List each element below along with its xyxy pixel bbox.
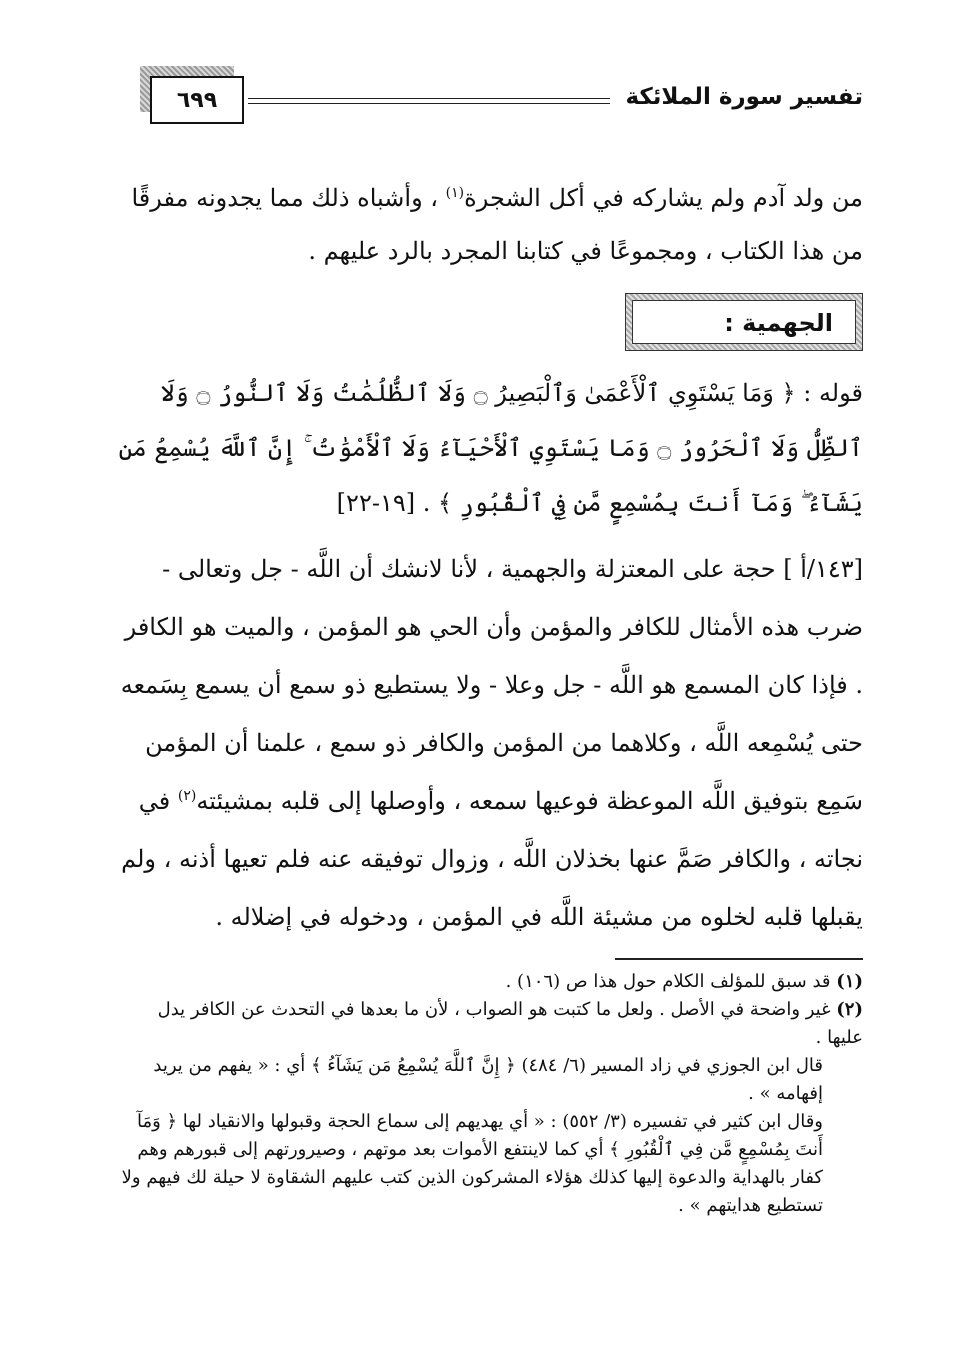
main-paragraph: [١٤٣/أ ] حجة على المعتزلة والجهمية ، لأنا لانشك أن اللَّه - جل وتعالى - ضرب هذه الأمثال للكافر والمؤمن وأن الحي هو المؤمن ، والميت هو الكافر . فإذا كان المسمع هو اللَّه - جل وعلا - ولا يستطيع ذو سمع أن يسمع بِسَمعه حتى يُسْمِعه اللَّه ، وكلاهما من المؤمن والكافر ذو سمع ، علمنا أن المؤمن سَمِع بتوفيق اللَّه الموعظة فوعيها سمعه ، وأوصلها إلى قلبه بمشيئته$^{(٢)}$ في نجاته ، والكافر صَمَّ عنها بخذلان اللَّه ، وزوال توفيقه عنه فلم تعيها أذنه ، ولم يقبلها قلبه لخلوه من مشيئة اللَّه في المؤمن ، ودخوله في إضلاله . [120,555,863,931]
section-heading-box [625,293,863,351]
footnotes [118,968,863,1220]
footnote-2-ibn-kathir: وقال ابن كثير في تفسيره (٣/ ٥٥٢) : « أي يهديهم إلى سماع الحجة وقبولها والانقياد لها ﴿ وَمَآ أَنتَ بِمُسْمِعٍ مَّن فِي ٱلْقُبُورِ ﴾ أي كما لاينتفع الأموات بعد موتهم ، وصيرورتهم إلى قبورهم وهم كفار بالهداية والدعوة إليها كذلك هؤلاء المشركون الذين كتب عليهم الشقاوة لا حيلة لك فيهم ولا تستطيع هدايتهم » . [121,1111,823,1216]
header-rule [248,98,610,99]
footnote-number: (٢) [836,999,863,1020]
footnote-ref[interactable]: (١) [445,185,465,201]
quran-paragraph: قوله : ﴿ وَمَا يَسْتَوِي ٱلْأَعْمَىٰ وَٱلْبَصِيرُ ۝ وَلَا ٱلظُّلُمَٰتُ وَلَا ٱلنُّورُ ۝ وَلَا ٱلظِّلُّ وَلَا ٱلْحَرُورُ ۝ وَمَا يَسْتَوِي ٱلْأَحْيَآءُ وَلَا ٱلْأَمْوَٰتُ ۚ إِنَّ ٱللَّهَ يُسْمِعُ مَن يَشَآءُ ۖ وَمَآ أَنتَ بِمُسْمِعٍ مَّن فِي ٱلْقُبُورِ ﴾ . [١٩-٢٢] [118,379,863,517]
running-title: تفسير سورة الملائكة [625,84,863,110]
quran-verse: ﴿ وَمَا يَسْتَوِي ٱلْأَعْمَىٰ وَٱلْبَصِيرُ ۝ وَلَا ٱلظُّلُمَٰتُ وَلَا ٱلنُّورُ ۝ وَلَا ٱلظِّلُّ وَلَا ٱلْحَرُورُ ۝ وَمَا يَسْتَوِي ٱلْأَحْيَآءُ وَلَا ٱلْأَمْوَٰتُ ۚ إِنَّ ٱللَّهَ يُسْمِعُ مَن يَشَآءُ ۖ وَمَآ أَنتَ بِمُسْمِعٍ مَّن فِي ٱلْقُبُورِ ﴾ [118,379,863,517]
page-number-box [150,76,244,124]
section-heading: الجهمية : [632,300,856,344]
paragraph-intro: من ولد آدم ولم يشاركه في أكل الشجرة$^{(١)}$ ، وأشباه ذلك مما يجدونه مفرقًا من هذا الكتاب ، ومجموعًا في كتابنا المجرد بالرد عليهم . [131,184,863,265]
footnote-1: (١) قد سبق للمؤلف الكلام حول هذا ص (١٠٦) . [505,971,863,992]
footnote-ref[interactable]: (٢) [177,788,197,804]
verse-reference: . [١٩-٢٢] [336,489,438,517]
footnote-2: (٢) غير واضحة في الأصل . ولعل ما كتبت هو الصواب ، لأن ما بعدها في التحدث عن الكافر يدل عليها . قال ابن الجوزي في زاد المسير (٦/ ٤٨٤) ﴿ إِنَّ ٱللَّهَ يُسْمِعُ مَن يَشَآءُ ﴾ أي : « يفهم من يريد إفهامه » . وقال ابن كثير في تفسيره (٣/ ٥٥٢) : « أي يهديهم إلى سماع الحجة وقبولها والانقياد لها ﴿ وَمَآ أَنتَ بِمُسْمِعٍ مَّن فِي ٱلْقُبُورِ ﴾ أي كما لاينتفع الأموات بعد موتهم ، وصيرورتهم إلى قبورهم وهم كفار بالهداية والدعوة إليها كذلك هؤلاء المشركون الذين كتب عليهم الشقاوة لا حيلة لك فيهم ولا تستطيع هدايتهم » . [118,996,863,1220]
footnote-2-ibn-aljawzi: قال ابن الجوزي في زاد المسير (٦/ ٤٨٤) ﴿ إِنَّ ٱللَّهَ يُسْمِعُ مَن يَشَآءُ ﴾ أي : « يفهم من يريد إفهامه » . [153,1055,823,1104]
header-rule [248,103,610,104]
footnote-separator [615,958,863,960]
footnote-number: (١) [836,971,863,992]
page-number: ٦٩٩ [176,87,218,113]
